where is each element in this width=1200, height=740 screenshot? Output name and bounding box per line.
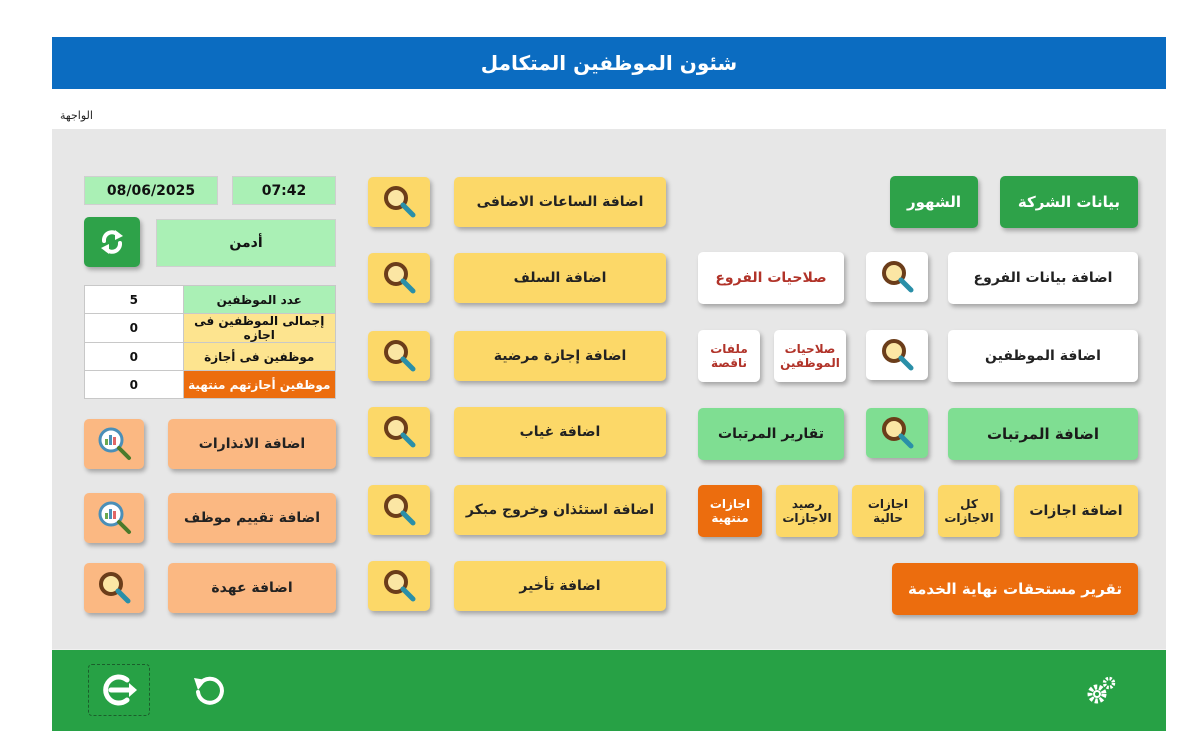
add-evaluation-button[interactable]: اضافة تقييم موظف <box>168 493 336 543</box>
stats-row <box>85 343 336 371</box>
breadcrumb-bar <box>52 89 1166 129</box>
footer-bar <box>52 650 1166 731</box>
add-leaves-button[interactable]: اضافة اجازات <box>1014 485 1138 537</box>
magnifier-icon <box>879 337 915 373</box>
absence-search-button[interactable] <box>368 407 430 457</box>
button-line: ملفات <box>710 341 748 356</box>
button-line: الاجازات <box>944 511 994 525</box>
button-line: الموظفين <box>780 356 840 370</box>
button-line: اجازات <box>709 496 751 511</box>
sick-leave-search-button[interactable] <box>368 331 430 381</box>
evaluation-search-button[interactable] <box>84 493 144 543</box>
magnifier-icon <box>879 259 915 295</box>
months-button[interactable]: الشهور <box>890 176 978 228</box>
branch-permissions-button[interactable]: صلاحيات الفروع <box>698 252 844 304</box>
add-sick-leave-button[interactable]: اضافة إجازة مرضية <box>454 331 666 381</box>
end-of-service-report-button[interactable]: تقرير مستحقات نهاية الخدمة <box>892 563 1138 615</box>
stats-row <box>85 371 336 399</box>
button-line: صلاحيات <box>784 341 836 356</box>
stat-total-employees-value: 5 <box>85 286 184 314</box>
add-warnings-button[interactable]: اضافة الانذارات <box>168 419 336 469</box>
magnifier-icon <box>381 338 417 374</box>
chart-search-icon <box>95 425 133 463</box>
gears-icon <box>1084 674 1118 708</box>
employee-permissions-button[interactable] <box>774 330 846 382</box>
button-line: الاجازات <box>782 511 832 525</box>
stat-total-employees-label: عدد الموظفين <box>183 286 336 314</box>
stat-ended-leave-label: موظفين أجازتهم منتهية <box>183 371 336 399</box>
button-line: منتهية <box>711 511 749 525</box>
stat-total-on-leave-value: 0 <box>85 314 184 343</box>
undo-button[interactable] <box>184 666 236 714</box>
add-permission-button[interactable]: اضافة استئذان وخروج مبكر <box>454 485 666 535</box>
button-line: كل <box>960 496 978 511</box>
all-leaves-button[interactable] <box>938 485 1000 537</box>
ended-leaves-button[interactable] <box>698 485 762 537</box>
logout-button[interactable] <box>88 664 150 716</box>
magnifier-icon <box>381 568 417 604</box>
custody-search-button[interactable] <box>84 563 144 613</box>
app-title: شئون الموظفين المتكامل <box>480 51 738 75</box>
salary-reports-button[interactable]: تقارير المرتبات <box>698 408 844 460</box>
time-display: 07:42 <box>232 176 336 205</box>
current-user: أدمن <box>156 219 336 267</box>
add-branches-button[interactable]: اضافة بيانات الفروع <box>948 252 1138 304</box>
salaries-search-button[interactable] <box>866 408 928 458</box>
logout-icon <box>99 670 139 710</box>
refresh-button[interactable] <box>84 217 140 267</box>
app-window <box>52 37 1166 731</box>
magnifier-icon <box>381 414 417 450</box>
add-absence-button[interactable]: اضافة غياب <box>454 407 666 457</box>
chart-search-icon <box>95 499 133 537</box>
leave-balance-button[interactable] <box>776 485 838 537</box>
magnifier-icon <box>381 260 417 296</box>
app-title-bar <box>52 37 1166 89</box>
warnings-search-button[interactable] <box>84 419 144 469</box>
button-line: رصيد <box>791 496 823 511</box>
stat-total-on-leave-label: إجمالى الموظفين فى اجازه <box>183 314 336 343</box>
employee-stats-table <box>84 285 336 399</box>
button-line: حالية <box>873 511 903 525</box>
incomplete-files-button[interactable] <box>698 330 760 382</box>
add-overtime-button[interactable]: اضافة الساعات الاضافى <box>454 177 666 227</box>
stat-ended-leave-value: 0 <box>85 371 184 399</box>
employees-search-button[interactable] <box>866 330 928 380</box>
refresh-icon <box>96 226 128 258</box>
permission-search-button[interactable] <box>368 485 430 535</box>
undo-icon <box>190 670 230 710</box>
magnifier-icon <box>381 492 417 528</box>
stat-on-leave-value: 0 <box>85 343 184 371</box>
button-line: ناقصة <box>711 356 747 370</box>
magnifier-icon <box>96 570 132 606</box>
main-panel <box>52 129 1166 649</box>
current-leaves-button[interactable] <box>852 485 924 537</box>
overtime-search-button[interactable] <box>368 177 430 227</box>
add-custody-button[interactable]: اضافة عهدة <box>168 563 336 613</box>
magnifier-icon <box>879 415 915 451</box>
delay-search-button[interactable] <box>368 561 430 611</box>
settings-button[interactable] <box>1078 670 1124 712</box>
company-data-button[interactable]: بيانات الشركة <box>1000 176 1138 228</box>
button-line: اجازات <box>867 496 909 511</box>
stats-row <box>85 314 336 343</box>
add-employees-button[interactable]: اضافة الموظفين <box>948 330 1138 382</box>
branches-search-button[interactable] <box>866 252 928 302</box>
add-salaries-button[interactable]: اضافة المرتبات <box>948 408 1138 460</box>
stats-row <box>85 286 336 314</box>
add-delay-button[interactable]: اضافة تأخير <box>454 561 666 611</box>
date-display: 08/06/2025 <box>84 176 218 205</box>
advances-search-button[interactable] <box>368 253 430 303</box>
breadcrumb: الواجهة <box>60 109 93 122</box>
stat-on-leave-label: موظفين فى أجازة <box>183 343 336 371</box>
add-advances-button[interactable]: اضافة السلف <box>454 253 666 303</box>
magnifier-icon <box>381 184 417 220</box>
